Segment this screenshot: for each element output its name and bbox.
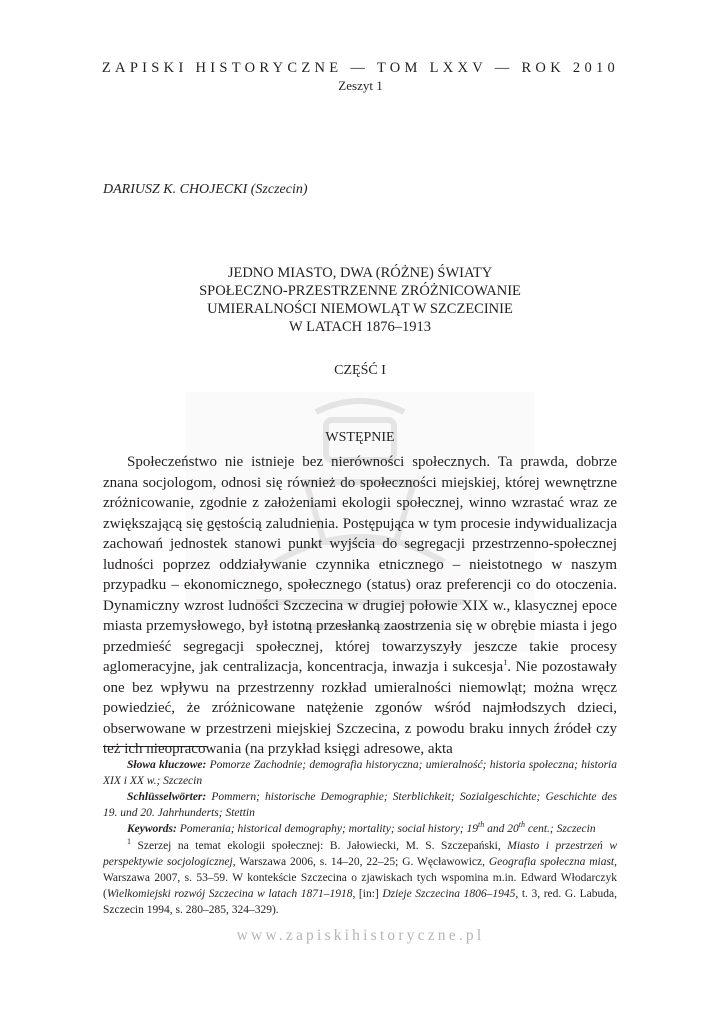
footnote-divider bbox=[103, 746, 207, 747]
title-line: SPOŁECZNO-PRZESTRZENNE ZRÓŻNICOWANIE bbox=[199, 283, 521, 299]
body-text bbox=[103, 452, 617, 760]
title-line: UMIERALNOŚCI NIEMOWLĄT W SZCZECINIE bbox=[207, 301, 513, 317]
part-label: CZĘŚĆ I bbox=[334, 363, 386, 378]
article-title bbox=[103, 264, 617, 336]
issue-number: Zeszyt 1 bbox=[338, 78, 383, 93]
footer-url[interactable]: www.zapiskihistoryczne.pl bbox=[236, 927, 485, 944]
author: DARIUSZ K. CHOJECKI (Szczecin) bbox=[103, 182, 308, 197]
title-line: JEDNO MIASTO, DWA (RÓŻNE) ŚWIATY bbox=[227, 265, 493, 281]
keywords-de: Schlüsselwörter: Pommern; historische Demographie; Sterblichkeit; Sozialgeschichte; Geschichte des 19. und 20. Jahrhunderts; Stettin bbox=[103, 791, 617, 819]
footnote-1: $^1$ Szerzej na temat ekologii społecznej: B. Jałowiecki, M. S. Szczepański, Miasto i przestrzeń w perspektywie socjologicznej, Warszawa 2006, s. 14–20, 22–25; G. Węcławowicz, Geografia społeczna miast, Warszawa 2007, s. 53–59. W kontekście Szczecina o zjawiskach tych wspomina m.in. Edward Włodarczyk (Wielkomiejski rozwój Szczecina w latach 1871–1918, [in:] Dzieje Szczecina 1806–1945, t. 3, red. G. Labuda, Szczecin 1994, s. 280–285, 324–329). bbox=[103, 837, 617, 916]
keywords-block bbox=[103, 757, 617, 837]
paragraph: Społeczeństwo nie istnieje bez nierówności społecznych. Ta prawda, dobrze znana socjologom, odnosi się również do społeczności miejskiej, której wewnętrzne zróżnicowanie, zgodnie z założeniami ekologii społecznej, winno wzrastać wraz ze zwiększającą się gęstością zaludnienia. Postępująca w tym procesie indywidualizacja zachowań jednostek stanowi punkt wyjścia do segregacji przestrzenno-społecznej ludności poprzez oddziaływanie czynnika etnicznego – nieistotnego w naszym przypadku – ekonomicznego, społecznego (status) oraz preferencji co do otoczenia. Dynamiczny wzrost ludności Szczecina w drugiej połowie XIX w., klasycznej epoce miasta przemysłowego, był istotną przesłanką zaostrzenia się w obrębie miasta i jego przedmieść segregacji społecznej, której towarzyszyły jeszcze takie procesy aglomeracyjne, jak centralizacja, koncentracja, inwazja i sukcesja$^1$. Nie pozostawały one bez wpływu na przestrzenny rozkład umieralności niemowląt; można wręcz powiedzieć, że zróżnicowane natężenie zgonów wśród najmłodszych dzieci, obserwowane w przestrzeni miejskiej Szczecina, z powodu braku innych źródeł czy też ich nieopracowania (na przykład księgi adresowe, akta bbox=[103, 454, 618, 757]
keywords-pl: Słowa kluczowe: Pomorze Zachodnie; demografia historyczna; umieralność; historia społeczna; historia XIX i XX w.; Szczecin bbox=[103, 759, 617, 787]
title-line: W LATACH 1876–1913 bbox=[289, 319, 431, 335]
journal-title: ZAPISKI HISTORYCZNE — TOM LXXV — ROK 2010 bbox=[101, 60, 620, 76]
running-header bbox=[60, 60, 661, 94]
section-heading: WSTĘPNIE bbox=[325, 430, 395, 445]
footnote-ref[interactable]: 1 bbox=[503, 658, 508, 667]
footnote bbox=[103, 838, 617, 918]
keywords-en: Keywords: Pomerania; historical demography; mortality; social history; 19th and 20th cent.; Szczecin bbox=[127, 820, 596, 835]
